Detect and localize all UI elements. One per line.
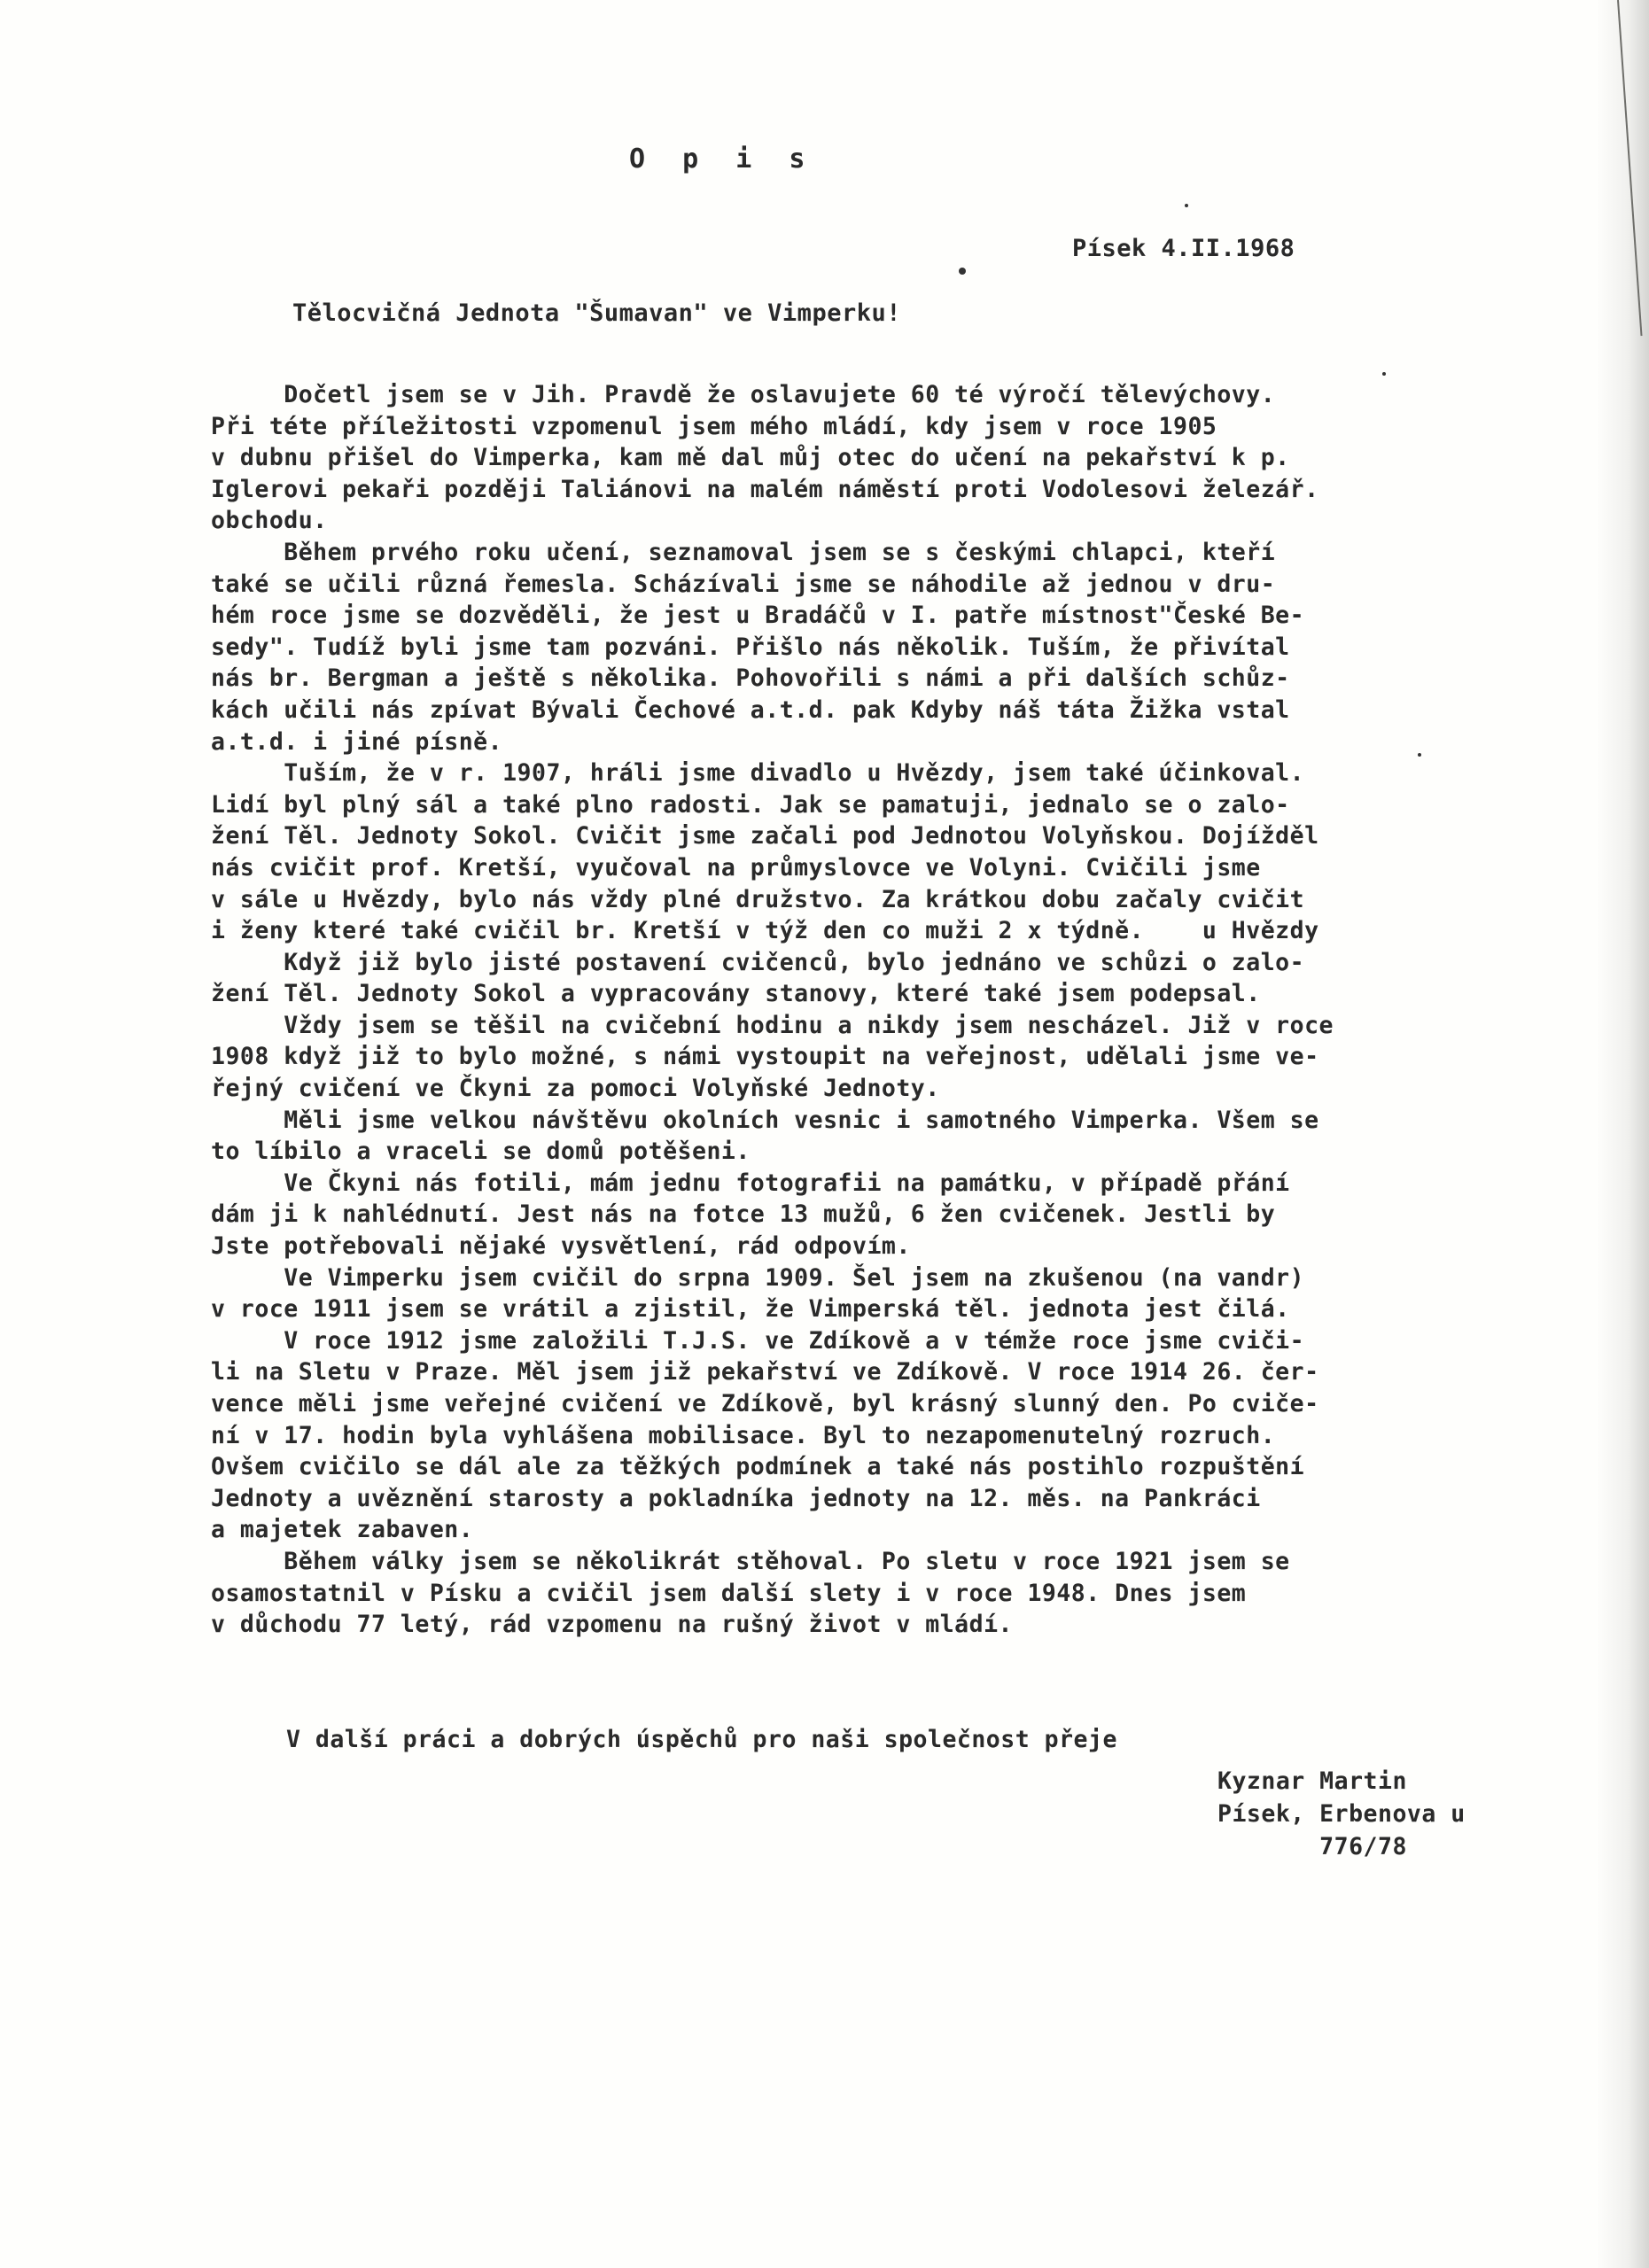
letter-body (211, 379, 1478, 1641)
body-line: Tuším, že v r. 1907, hráli jsme divadlo u Hvězdy, jsem také účinkoval. (211, 759, 1305, 788)
body-line: li na Sletu v Praze. Měl jsem již pekařství ve Zdíkově. V roce 1914 26. čer- (211, 1358, 1319, 1386)
body-line: Při téte příležitosti vzpomenul jsem mého mládí, kdy jsem v roce 1905 (211, 412, 1217, 440)
body-line: Během války jsem se několikrát stěhoval. Po sletu v roce 1921 jsem se (211, 1547, 1290, 1575)
body-line: v důchodu 77 letý, rád vzpomenu na rušný život v mládí. (211, 1611, 1013, 1639)
body-line: Jednoty a uvěznění starosty a pokladníka jednoty na 12. měs. na Pankráci (211, 1484, 1261, 1512)
body-line: Ovšem cvičilo se dál ale za těžkých podmínek a také nás postihlo rozpuštění (211, 1453, 1305, 1481)
body-line: žení Těl. Jednoty Sokol a vypracovány stanovy, které také jsem podepsal. (211, 980, 1261, 1008)
body-line: hém roce jsme se dozvěděli, že jest u Bradáčů v I. patře místnost"České Be- (211, 602, 1305, 630)
signature-name: Kyznar Martin (1217, 1767, 1407, 1795)
ink-speck (1418, 753, 1421, 757)
ink-speck (1382, 372, 1386, 376)
body-line: kách učili nás zpívat Bývali Čechové a.t.d. pak Kdyby náš táta Žižka vstal (211, 695, 1290, 724)
ink-speck (959, 268, 966, 275)
body-line: i ženy které také cvičil br. Kretší v týž den co muži 2 x týdně. u Hvězdy (211, 917, 1319, 945)
body-line: Vždy jsem se těšil na cvičební hodinu a nikdy jsem nescházel. Již v roce (211, 1011, 1334, 1039)
page-edge-shadow (1596, 0, 1649, 2268)
signature-block (1217, 1765, 1466, 1863)
body-line: Dočetl jsem se v Jih. Pravdě že oslavujete 60 té výročí tělevýchovy. (211, 381, 1276, 408)
body-line: obchodu. (211, 507, 328, 535)
body-line: také se učili různá řemesla. Scházívali jsme se náhodile až jednou v dru- (211, 570, 1276, 598)
body-line: sedy". Tudíž byli jsme tam pozváni. Přišlo nás několik. Tuším, že přivítal (211, 633, 1290, 661)
body-line: V roce 1912 jsme založili T.J.S. ve Zdíkově a v témže roce jsme cviči- (211, 1326, 1305, 1355)
body-line: 1908 když již to bylo možné, s námi vystoupit na veřejnost, udělali jsme ve- (211, 1043, 1319, 1071)
body-line: v dubnu přišel do Vimperka, kam mě dal můj otec do učení na pekařství k p. (211, 444, 1290, 472)
body-line: Během prvého roku učení, seznamoval jsem se s českými chlapci, kteří (211, 538, 1276, 566)
body-line: vence měli jsme veřejné cvičení ve Zdíkově, byl krásný slunný den. Po cviče- (211, 1390, 1319, 1418)
document-heading: O p i s (629, 144, 816, 175)
body-line: nás br. Bergman a ještě s několika. Pohovořili s námi a při dalších schůz- (211, 664, 1290, 693)
body-line: řejný cvičení ve Čkyni za pomoci Volyňské Jednoty. (211, 1075, 940, 1103)
body-line: Ve Vimperku jsem cvičil do srpna 1909. Šel jsem na zkušenou (na vandr) (211, 1263, 1305, 1292)
body-line: a.t.d. i jiné písně. (211, 727, 503, 756)
body-line: osamostatnil v Písku a cvičil jsem další slety i v roce 1948. Dnes jsem (211, 1579, 1247, 1607)
signature-address: Písek, Erbenova u (1217, 1800, 1466, 1828)
body-line: dám ji k nahlédnutí. Jest nás na fotce 13 mužů, 6 žen cvičenek. Jestli by (211, 1200, 1276, 1229)
letter-closing: V další práci a dobrých úspěchů pro naši společnost přeje (286, 1726, 1117, 1753)
body-line: žení Těl. Jednoty Sokol. Cvičit jsme začali pod Jednotou Volyňskou. Dojížděl (211, 822, 1319, 850)
body-line: nás cvičit prof. Kretší, vyučoval na průmyslovce ve Volyni. Cvičili jsme (211, 853, 1261, 882)
body-line: v sále u Hvězdy, bylo nás vždy plné družstvo. Za krátkou dobu začaly cvičit (211, 885, 1305, 913)
body-line: v roce 1911 jsem se vrátil a zjistil, že Vimperská těl. jednota jest čilá. (211, 1295, 1290, 1324)
body-line: Ve Čkyni nás fotili, mám jednu fotografii na památku, v případě přání (211, 1169, 1290, 1197)
body-line: Iglerovi pekaři později Taliánovi na malém náměstí proti Vodolesovi železář. (211, 475, 1319, 503)
letter-addressee: Tělocvičná Jednota "Šumavan" ve Vimperku! (292, 299, 901, 327)
letter-date: Písek 4.II.1968 (1072, 235, 1295, 262)
body-line: Jste potřebovali nějaké vysvětlení, rád odpovím. (211, 1232, 911, 1261)
body-line: to líbilo a vraceli se domů potěšeni. (211, 1138, 751, 1166)
body-line: ní v 17. hodin byla vyhlášena mobilisace. Byl to nezapomenutelný rozruch. (211, 1421, 1276, 1449)
body-line: Měli jsme velkou návštěvu okolních vesnic i samotného Vimperka. Všem se (211, 1106, 1319, 1134)
body-line: a majetek zabaven. (211, 1516, 474, 1544)
ink-speck (1185, 204, 1188, 207)
signature-house-number: 776/78 (1217, 1833, 1407, 1860)
body-line: Když již bylo jisté postavení cvičenců, bylo jednáno ve schůzi o zalo- (211, 948, 1305, 976)
body-line: Lidí byl plný sál a také plno radosti. Jak se pamatuji, jednalo se o zalo- (211, 790, 1290, 819)
